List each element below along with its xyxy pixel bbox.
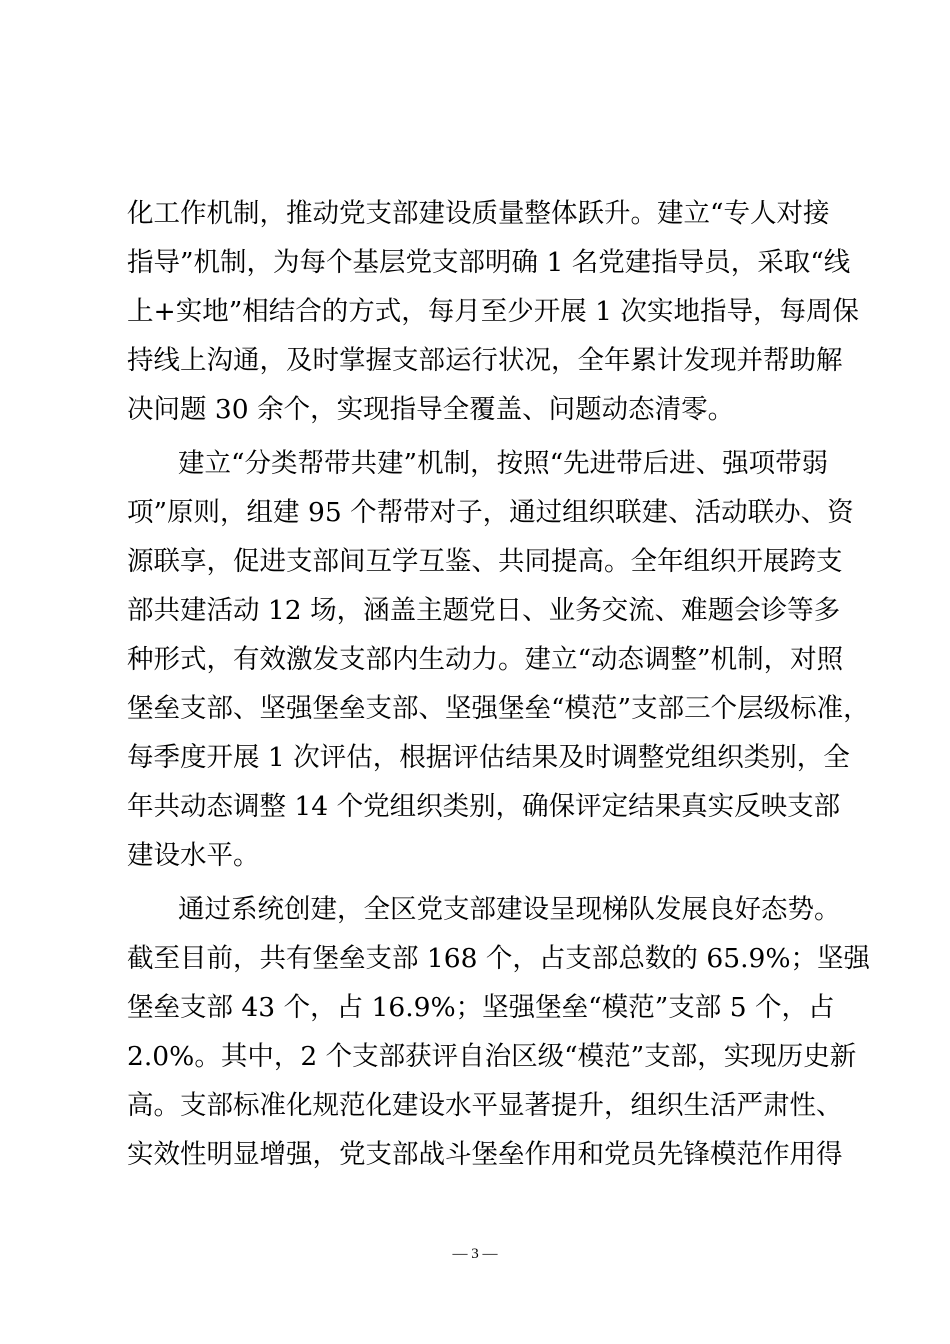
text-line: 每季度开展 1 次评估，根据评估结果及时调整党组织类别，全	[127, 742, 850, 773]
page-number: — 3 —	[452, 1246, 498, 1262]
text-line: 决问题 30 余个，实现指导全覆盖、问题动态清零。	[127, 394, 735, 425]
text-line: 部共建活动 12 场，涵盖主题党日、业务交流、难题会诊等多	[127, 595, 841, 626]
text-line: 上+实地”相结合的方式，每月至少开展 1 次实地指导，每周保	[127, 296, 859, 327]
text-line: 建设水平。	[127, 840, 260, 871]
text-line: 持线上沟通，及时掌握支部运行状况，全年累计发现并帮助解	[127, 345, 843, 376]
text-line: 堡垒支部 43 个，占 16.9%；坚强堡垒“模范”支部 5 个，占	[127, 992, 835, 1023]
text-line: 截至目前，共有堡垒支部 168 个，占支部总数的 65.9%；坚强	[127, 943, 871, 974]
text-line: 实效性明显增强，党支部战斗堡垒作用和党员先锋模范作用得	[127, 1139, 843, 1170]
text-line: 高。支部标准化规范化建设水平显著提升，组织生活严肃性、	[127, 1090, 843, 1121]
text-line: 堡垒支部、坚强堡垒支部、坚强堡垒“模范”支部三个层级标准，	[127, 693, 870, 724]
paragraph-start-line: 通过系统创建，全区党支部建设呈现梯队发展良好态势。	[178, 894, 841, 925]
text-line: 2.0%。其中，2 个支部获评自治区级“模范”支部，实现历史新	[127, 1041, 857, 1072]
text-line: 项”原则，组建 95 个帮带对子，通过组织联建、活动联办、资	[127, 497, 854, 528]
paragraph-start-line: 建立“分类帮带共建”机制，按照“先进带后进、强项带弱	[178, 448, 829, 479]
text-line: 源联享，促进支部间互学互鉴、共同提高。全年组织开展跨支	[127, 546, 843, 577]
text-line: 种形式，有效激发支部内生动力。建立“动态调整”机制，对照	[127, 644, 844, 675]
text-line: 年共动态调整 14 个党组织类别，确保评定结果真实反映支部	[127, 791, 841, 822]
text-line: 指导”机制，为每个基层党支部明确 1 名党建指导员，采取“线	[127, 247, 851, 278]
text-line: 化工作机制，推动党支部建设质量整体跃升。建立“专人对接	[127, 198, 830, 229]
